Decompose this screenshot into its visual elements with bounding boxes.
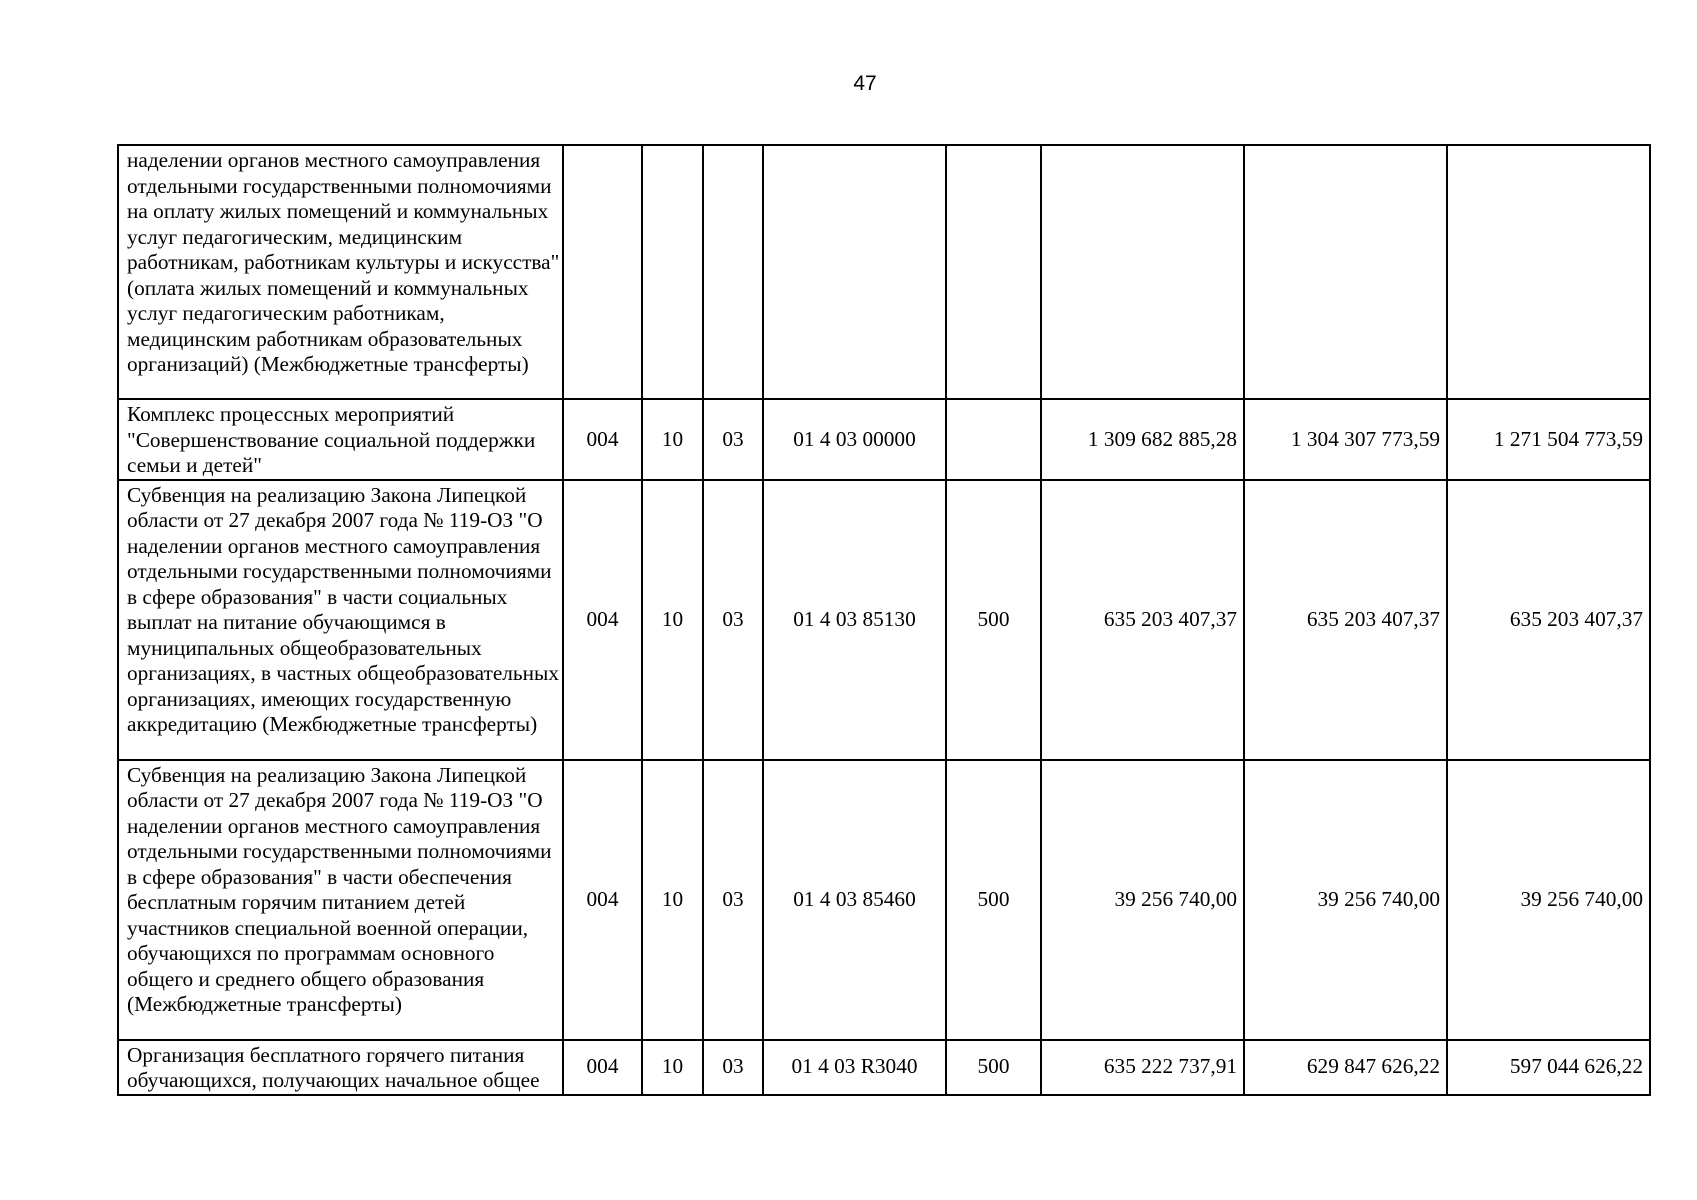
- sum-year-2-cell: 629 847 626,22: [1244, 1040, 1447, 1095]
- section-code-cell: 10: [642, 760, 703, 1040]
- subsection-code-cell: 03: [703, 480, 763, 760]
- section-code-cell: 10: [642, 399, 703, 480]
- sum-year-1-cell: 39 256 740,00: [1041, 760, 1244, 1040]
- subsection-code-cell: [703, 145, 763, 399]
- subsection-code-cell: 03: [703, 1040, 763, 1095]
- sum-year-3-cell: 39 256 740,00: [1447, 760, 1650, 1040]
- table-row: [118, 399, 1650, 480]
- target-code-cell: 01 4 03 R3040: [763, 1040, 946, 1095]
- section-code-cell: 10: [642, 1040, 703, 1095]
- target-code-cell: [763, 145, 946, 399]
- sum-year-1-cell: 635 222 737,91: [1041, 1040, 1244, 1095]
- row-name-cell: наделении органов местного самоуправления отдельными государственными полномочиями на оплату жилых помещений и коммунальных услуг педагогическим, медицинским работникам, работникам культуры и искусства" (оплата жилых помещений и коммунальных услуг педагогическим работникам, медицинским работникам образовательных организаций) (Межбюджетные трансферты): [118, 145, 563, 399]
- target-code-cell: 01 4 03 85130: [763, 480, 946, 760]
- expense-type-cell: [946, 399, 1041, 480]
- sum-year-2-cell: 635 203 407,37: [1244, 480, 1447, 760]
- budget-table: [117, 144, 1651, 1096]
- expense-type-cell: [946, 145, 1041, 399]
- section-code-cell: [642, 145, 703, 399]
- sum-year-1-cell: [1041, 145, 1244, 399]
- table-row: [118, 760, 1650, 1040]
- page-number: 47: [853, 72, 877, 95]
- ministry-code-cell: 004: [563, 760, 642, 1040]
- ministry-code-cell: [563, 145, 642, 399]
- sum-year-2-cell: 39 256 740,00: [1244, 760, 1447, 1040]
- ministry-code-cell: 004: [563, 1040, 642, 1095]
- section-code-cell: 10: [642, 480, 703, 760]
- sum-year-1-cell: 1 309 682 885,28: [1041, 399, 1244, 480]
- row-name-cell: Субвенция на реализацию Закона Липецкой области от 27 декабря 2007 года № 119-ОЗ "О наделении органов местного самоуправления отдельными государственными полномочиями в сфере образования" в части социальных выплат на питание обучающимся в муниципальных общеобразовательных организациях, в частных общеобразовательных организациях, имеющих государственную аккредитацию (Межбюджетные трансферты): [118, 480, 563, 760]
- sum-year-3-cell: 635 203 407,37: [1447, 480, 1650, 760]
- table-row: [118, 145, 1650, 399]
- table-row: [118, 480, 1650, 760]
- subsection-code-cell: 03: [703, 399, 763, 480]
- target-code-cell: 01 4 03 00000: [763, 399, 946, 480]
- target-code-cell: 01 4 03 85460: [763, 760, 946, 1040]
- ministry-code-cell: 004: [563, 399, 642, 480]
- sum-year-2-cell: [1244, 145, 1447, 399]
- table-row: [118, 1040, 1650, 1095]
- subsection-code-cell: 03: [703, 760, 763, 1040]
- expense-type-cell: 500: [946, 1040, 1041, 1095]
- row-name-cell: Субвенция на реализацию Закона Липецкой области от 27 декабря 2007 года № 119-ОЗ "О наделении органов местного самоуправления отдельными государственными полномочиями в сфере образования" в части обеспечения бесплатным горячим питанием детей участников специальной военной операции, обучающихся по программам основного общего и среднего общего образования (Межбюджетные трансферты): [118, 760, 563, 1040]
- row-name-cell: Комплекс процессных мероприятий "Совершенствование социальной поддержки семьи и детей": [118, 399, 563, 480]
- sum-year-3-cell: 1 271 504 773,59: [1447, 399, 1650, 480]
- sum-year-2-cell: 1 304 307 773,59: [1244, 399, 1447, 480]
- expense-type-cell: 500: [946, 760, 1041, 1040]
- ministry-code-cell: 004: [563, 480, 642, 760]
- expense-type-cell: 500: [946, 480, 1041, 760]
- sum-year-1-cell: 635 203 407,37: [1041, 480, 1244, 760]
- sum-year-3-cell: [1447, 145, 1650, 399]
- sum-year-3-cell: 597 044 626,22: [1447, 1040, 1650, 1095]
- row-name-cell: Организация бесплатного горячего питания обучающихся, получающих начальное общее: [118, 1040, 563, 1095]
